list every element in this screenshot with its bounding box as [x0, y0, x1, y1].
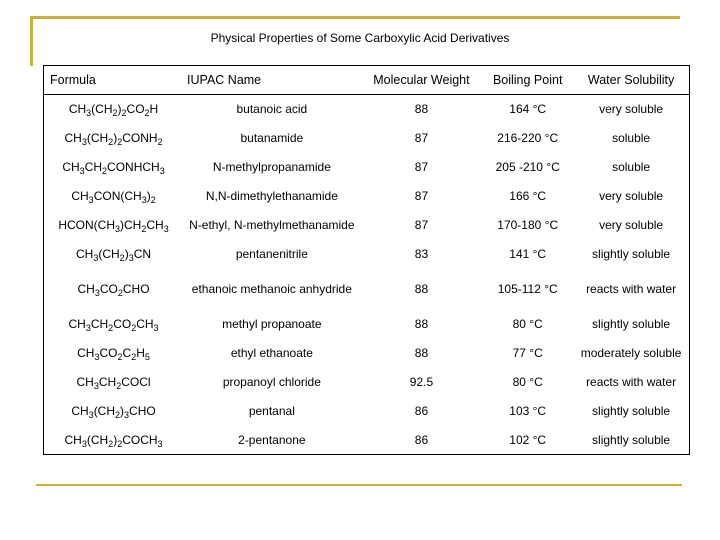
decorative-bottom-rule [36, 484, 682, 486]
iupac-name-cell: N-methylpropanamide [212, 160, 331, 174]
molecular-weight-cell: 88 [414, 282, 429, 296]
water-solubility-cell: slightly soluble [592, 404, 671, 418]
decorative-top-rule [30, 16, 680, 19]
iupac-name-cell: propanoyl chloride [222, 375, 321, 389]
iupac-name-cell: N-ethyl, N-methylmethanamide [189, 218, 355, 232]
molecular-weight-cell: 87 [414, 218, 429, 232]
table-row [44, 339, 690, 368]
water-solubility-cell: soluble [612, 131, 651, 145]
boiling-point-cell: 216-220 °C [497, 131, 559, 145]
water-solubility-cell: very soluble [599, 189, 664, 203]
boiling-point-cell: 170-180 °C [497, 218, 559, 232]
iupac-name-cell: 2-pentanone [238, 432, 306, 447]
formula-header: Formula [44, 66, 184, 95]
molecular-weight-cell: 83 [414, 247, 429, 261]
boiling-point-cell: 141 °C [509, 247, 547, 261]
water-solubility-cell: moderately soluble [580, 346, 682, 360]
iupac-name-cell: butanamide [240, 131, 304, 145]
boiling-point-cell: 166 °C [509, 189, 547, 203]
molecular-weight-cell: 86 [414, 404, 429, 418]
formula-cell: $CH_3(CH_2)_2COCH_3$ [64, 432, 163, 449]
table-row [44, 124, 690, 153]
table-row [44, 95, 690, 124]
formula-cell: $CH_3CO_2C_2H_5$ [77, 346, 150, 362]
iupac-name-cell: ethyl ethanoate [230, 346, 313, 360]
formula-cell: $CH_3(CH_2)_2CO_2H$ [68, 102, 159, 119]
iupac-name-cell: butanoic acid [236, 102, 308, 117]
formula-cell: $CH_3CO_2CHO$ [77, 282, 150, 298]
water-solubility-cell: soluble [612, 160, 651, 174]
boiling-point-cell: 205 -210 °C [495, 160, 560, 174]
formula-cell: $CH_3CH_2CO_2CH_3$ [68, 317, 159, 333]
molecular-weight-cell: 87 [414, 131, 429, 145]
molecular-weight-cell: 88 [414, 317, 429, 331]
table-row [44, 368, 690, 397]
table-body [44, 95, 690, 455]
formula-cell: $CH_3CH_2COCl$ [76, 375, 151, 391]
molecular-weight-cell: 92.5 [409, 375, 434, 389]
header-row [44, 66, 690, 95]
molecular-weight-cell: 88 [414, 102, 429, 117]
boiling-point-cell: 164 °C [509, 102, 547, 117]
boiling-point-cell: 80 °C [512, 375, 543, 389]
iupac-header-label: IUPAC Name [187, 73, 262, 87]
table-row [44, 240, 690, 269]
boiling-point-cell: 102 °C [509, 432, 547, 447]
water-solubility-cell: slightly soluble [592, 317, 671, 331]
table-row [44, 182, 690, 211]
boiling-point-header: Boiling Point [482, 66, 573, 95]
table-row [44, 153, 690, 182]
table-row [44, 397, 690, 426]
water-solubility-cell: slightly soluble [592, 247, 671, 261]
water-solubility-cell: slightly soluble [592, 432, 671, 447]
iupac-name-cell: pentanal [248, 404, 295, 418]
boiling-point-cell: 77 °C [512, 346, 543, 360]
boiling-point-cell: 80 °C [512, 317, 543, 331]
formula-cell: $CH_3(CH_2)_3CN$ [75, 247, 152, 263]
iupac-name-cell: ethanoic methanoic anhydride [191, 282, 352, 296]
water-solubility-cell: reacts with water [586, 375, 677, 389]
iupac-name-cell: methyl propanoate [222, 317, 322, 331]
molecular-weight-cell: 86 [414, 432, 429, 447]
molecular-weight-header: Molecular Weight [361, 66, 483, 95]
properties-table [43, 65, 690, 455]
formula-cell: $CH_3(CH_2)_3CHO$ [71, 404, 156, 420]
iupac-header [183, 66, 361, 95]
page-title: Physical Properties of Some Carboxylic Acid Derivatives [210, 31, 510, 45]
table-row [44, 426, 690, 455]
water-solubility-header: Water Solubility [573, 66, 689, 95]
water-solubility-cell: very soluble [599, 102, 664, 117]
formula-cell: $CH_3CH_2CONHCH_3$ [62, 160, 165, 176]
boiling-point-cell: 105-112 °C [497, 282, 558, 296]
table-row [44, 269, 690, 310]
molecular-weight-cell: 88 [414, 346, 429, 360]
molecular-weight-cell: 87 [414, 189, 429, 203]
iupac-name-cell: pentanenitrile [235, 247, 308, 261]
formula-cell: $CH_3(CH_2)_2CONH_2$ [64, 131, 163, 147]
table-row [44, 211, 690, 240]
table-row [44, 310, 690, 339]
water-solubility-cell: very soluble [599, 218, 664, 232]
formula-cell: $CH_3CON(CH_3)_2$ [71, 189, 156, 205]
iupac-name-cell: N,N-dimethylethanamide [205, 189, 338, 203]
water-solubility-cell: reacts with water [586, 282, 677, 296]
formula-cell: $HCON(CH_3)CH_2CH_3$ [58, 218, 169, 234]
boiling-point-cell: 103 °C [509, 404, 547, 418]
molecular-weight-cell: 87 [414, 160, 429, 174]
